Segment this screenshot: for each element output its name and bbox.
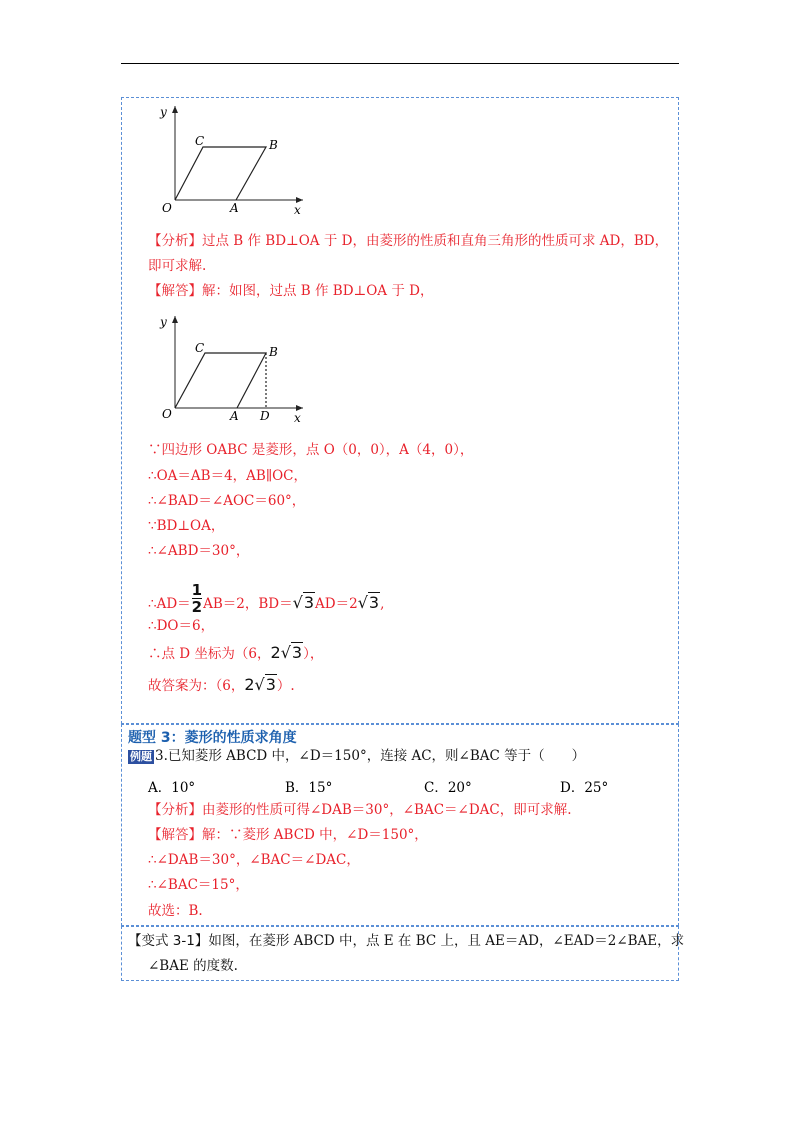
point-O-label: O [162, 201, 172, 215]
sqrt-three: √3 [357, 593, 380, 612]
example-question [128, 747, 585, 765]
fraction-one-half [192, 582, 202, 615]
radicand: 3 [265, 675, 276, 694]
point-C-label: C [195, 134, 205, 148]
step-3-2: ∴∠BAC＝15°， [148, 877, 249, 893]
analysis-1-line-1 [148, 232, 668, 250]
point-D-label: D [260, 409, 270, 423]
coord-value: 2√3 [270, 643, 303, 662]
coord-suffix: ）， [303, 646, 324, 662]
option-c: C．20° [424, 780, 472, 796]
option-b: B．15° [285, 780, 333, 796]
final-value: 2√3 [244, 675, 276, 694]
analysis-text: 由菱形的性质可得∠DAB＝30°，∠BAC＝∠DAC，即可求解. [202, 802, 572, 818]
sqrt-three: √3 [292, 593, 315, 612]
rhombus-figure-1 [148, 100, 313, 220]
radicand: 3 [291, 643, 303, 662]
final-coefficient: 2 [244, 675, 255, 694]
axis-y-label: y [160, 105, 167, 119]
answer-tag: 【解答】 [148, 283, 202, 299]
question-text: 3.已知菱形 ABCD 中，∠D＝150°，连接 AC，则∠BAC 等于（ ） [155, 748, 586, 764]
answer-1-intro [148, 282, 433, 300]
point-A-label: A [230, 409, 239, 423]
rhombus-figure-2 [148, 310, 313, 430]
answer-3 [148, 826, 428, 844]
coord-prefix: ∴点 D 坐标为（6， [148, 646, 271, 662]
ad-suffix-comma: , [380, 596, 385, 612]
analysis-1-line-2: 即可求解. [148, 258, 207, 274]
axis-x-label: x [294, 203, 301, 217]
point-C-label: C [195, 341, 205, 355]
analysis-tag: 【分析】 [148, 802, 202, 818]
variant-tag: 【变式 3-1】 [128, 933, 209, 949]
option-a: A．10° [148, 780, 196, 796]
coord-coefficient: 2 [270, 643, 281, 662]
fraction-numerator: 1 [191, 581, 203, 599]
radicand: 3 [368, 593, 380, 612]
fraction-denominator: 2 [191, 598, 203, 616]
variant-line-1 [128, 932, 684, 950]
section-title: 题型 3：菱形的性质求角度 [128, 730, 297, 746]
answer-tag: 【解答】 [148, 827, 202, 843]
final-prefix: 故答案为：（6， [148, 678, 245, 694]
step-2: ∴OA＝AB＝4，AB∥OC， [148, 468, 307, 484]
point-O-label: O [162, 407, 172, 421]
axis-y-label: y [160, 315, 167, 329]
step-1: ∵四边形 OABC 是菱形，点 O（0，0），A（4，0）， [148, 442, 474, 458]
step-5: ∴∠ABD＝30°， [148, 543, 250, 559]
ad-mid: AB＝2，BD＝ [203, 596, 293, 612]
step-3: ∴∠BAD＝∠AOC＝60°， [148, 493, 306, 509]
point-A-label: A [230, 201, 239, 215]
final-answer [148, 676, 295, 695]
analysis-3 [148, 801, 572, 819]
point-B-label: B [269, 345, 278, 359]
axis-x-label: x [294, 411, 301, 425]
analysis-text: 过点 B 作 BD⊥OA 于 D，由菱形的性质和直角三角形的性质可求 AD，BD， [202, 233, 669, 249]
answer-intro: 解：如图，过点 B 作 BD⊥OA 于 D， [202, 283, 434, 299]
ad-suffix: AD＝2 [315, 596, 358, 612]
header-rule [121, 63, 679, 64]
point-B-label: B [269, 138, 278, 152]
example-badge: 例题 [130, 750, 152, 763]
choice: 故选：B. [148, 903, 203, 919]
step-3-1: ∴∠DAB＝30°，∠BAC＝∠DAC， [148, 852, 360, 868]
final-suffix: ）. [276, 678, 295, 694]
step-coordinate [148, 644, 323, 663]
variant-line-2: ∠BAE 的度数. [148, 958, 238, 974]
variant-text: 如图，在菱形 ABCD 中，点 E 在 BC 上，且 AE＝AD，∠EAD＝2∠BAE，求 [208, 933, 685, 949]
step-do: ∴DO＝6， [148, 618, 215, 634]
answer-text: 解：∵菱形 ABCD 中，∠D＝150°， [202, 827, 428, 843]
option-d: D．25° [560, 780, 609, 796]
ad-prefix: ∴AD＝ [148, 596, 191, 612]
analysis-tag: 【分析】 [148, 233, 202, 249]
radicand: 3 [303, 593, 315, 612]
step-4: ∵BD⊥OA， [148, 518, 225, 534]
